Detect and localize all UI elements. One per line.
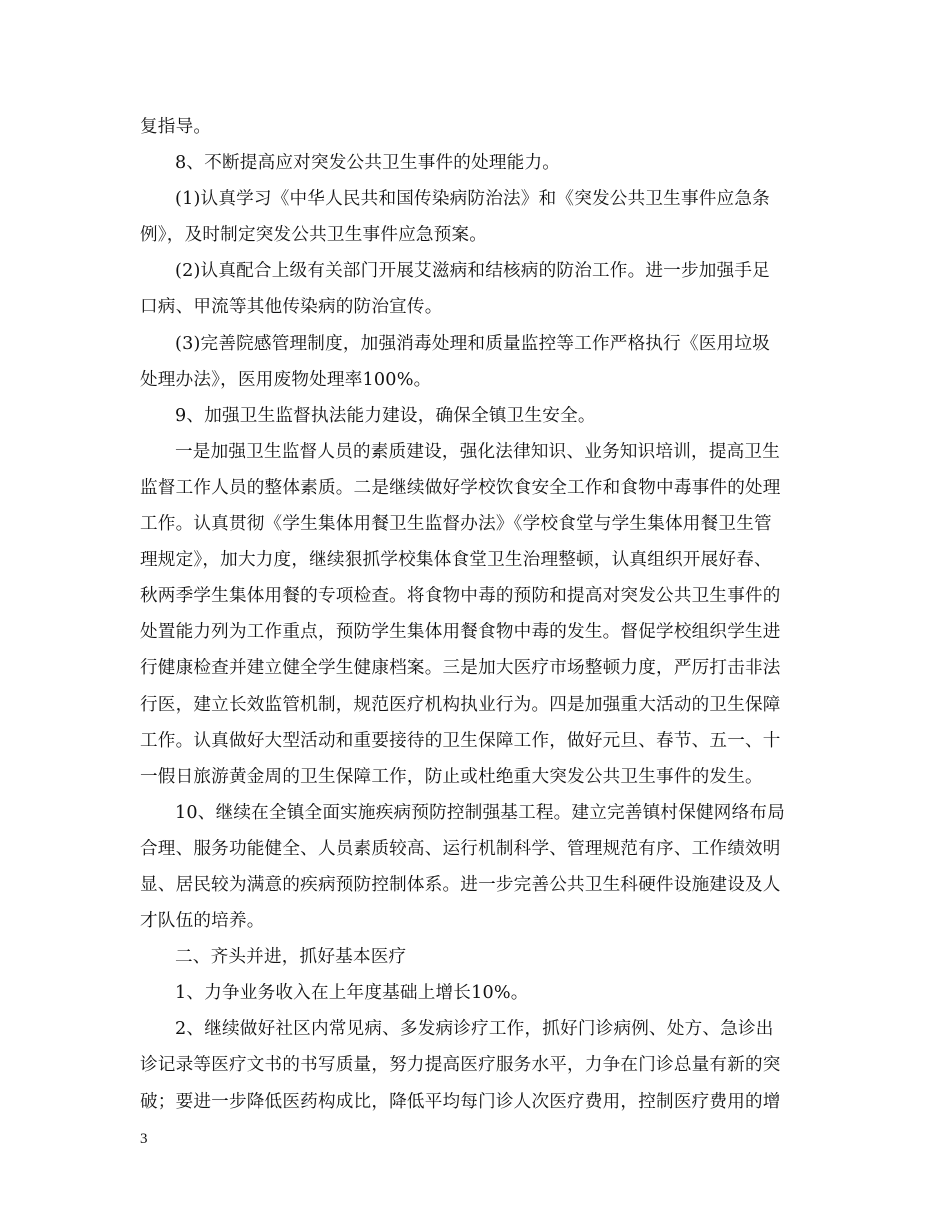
text-line: (2)认真配合上级有关部门开展艾滋病和结核病的防治工作。进一步加强手足 [175,261,770,282]
text-line: (3)完善院感管理制度，加强消毒处理和质量监控等工作严格执行《医用垃圾 [175,333,770,354]
text-line: 诊记录等医疗文书的书写质量，努力提高医疗服务水平，力争在门诊总量有新的突 [140,1055,781,1076]
text-line: 2、继续做好社区内常见病、多发病诊疗工作，抓好门诊病例、处方、急诊出 [175,1019,774,1040]
page-number: 3 [140,1131,148,1147]
text-line: 工作。认真做好大型活动和重要接待的卫生保障工作，做好元旦、春节、五一、十 [140,730,781,751]
text-line: 合理、服务功能健全、人员素质较高、运行机制科学、管理规范有序、工作绩效明 [140,838,781,859]
text-line: (1)认真学习《中华人民共和国传染病防治法》和《突发公共卫生事件应急条 [175,189,770,210]
text-line: 工作。认真贯彻《学生集体用餐卫生监督办法》《学校食堂与学生集体用餐卫生管 [140,514,772,535]
text-line: 复指导。 [140,117,212,137]
text-line: 行医，建立长效监管机制，规范医疗机构执业行为。四是加强重大活动的卫生保障 [140,694,781,715]
text-line: 行健康检查并建立健全学生健康档案。三是加大医疗市场整顿力度，严厉打击非法 [140,658,781,679]
text-line: 理规定》，加大力度，继续狠抓学校集体食堂卫生治理整顿，认真组织开展好春、 [140,550,772,571]
text-line: 处理办法》，医用废物处理率100%。 [140,369,432,390]
text-line: 例》，及时制定突发公共卫生事件应急预案。 [140,225,488,246]
paragraph-heading: 9、加强卫生监督执法能力建设，确保全镇卫生安全。 [175,405,596,426]
text-line: 处置能力列为工作重点，预防学生集体用餐食物中毒的发生。督促学校组织学生进 [140,622,781,643]
text-line: 监督工作人员的整体素质。二是继续做好学校饮食安全工作和食物中毒事件的处理 [140,477,781,498]
text-line: 才队伍的培养。 [140,911,265,932]
text-line: 破；要进一步降低医药构成比，降低平均每门诊人次医疗费用，控制医疗费用的增 [140,1091,781,1112]
text-line: 口病、甲流等其他传染病的防治宣传。 [140,297,443,318]
text-line: 一假日旅游黄金周的卫生保障工作，防止或杜绝重大突发公共卫生事件的发生。 [140,766,763,787]
paragraph-heading: 1、力争业务收入在上年度基础上增长10%。 [175,983,529,1004]
section-heading: 二、齐头并进，抓好基本医疗 [175,947,407,968]
document-body [140,109,822,1120]
text-line: 一是加强卫生监督人员的素质建设，强化法律知识、业务知识培训，提高卫生 [175,441,780,462]
paragraph-heading: 8、不断提高应对突发公共卫生事件的处理能力。 [175,153,561,174]
text-line: 10、继续在全镇全面实施疾病预防控制强基工程。建立完善镇村保健网络布局 [175,802,785,823]
text-line: 显、居民较为满意的疾病预防控制体系。进一步完善公共卫生科硬件设施建设及人 [140,874,781,895]
text-line: 秋两季学生集体用餐的专项检查。将食物中毒的预防和提高对突发公共卫生事件的 [140,586,781,607]
